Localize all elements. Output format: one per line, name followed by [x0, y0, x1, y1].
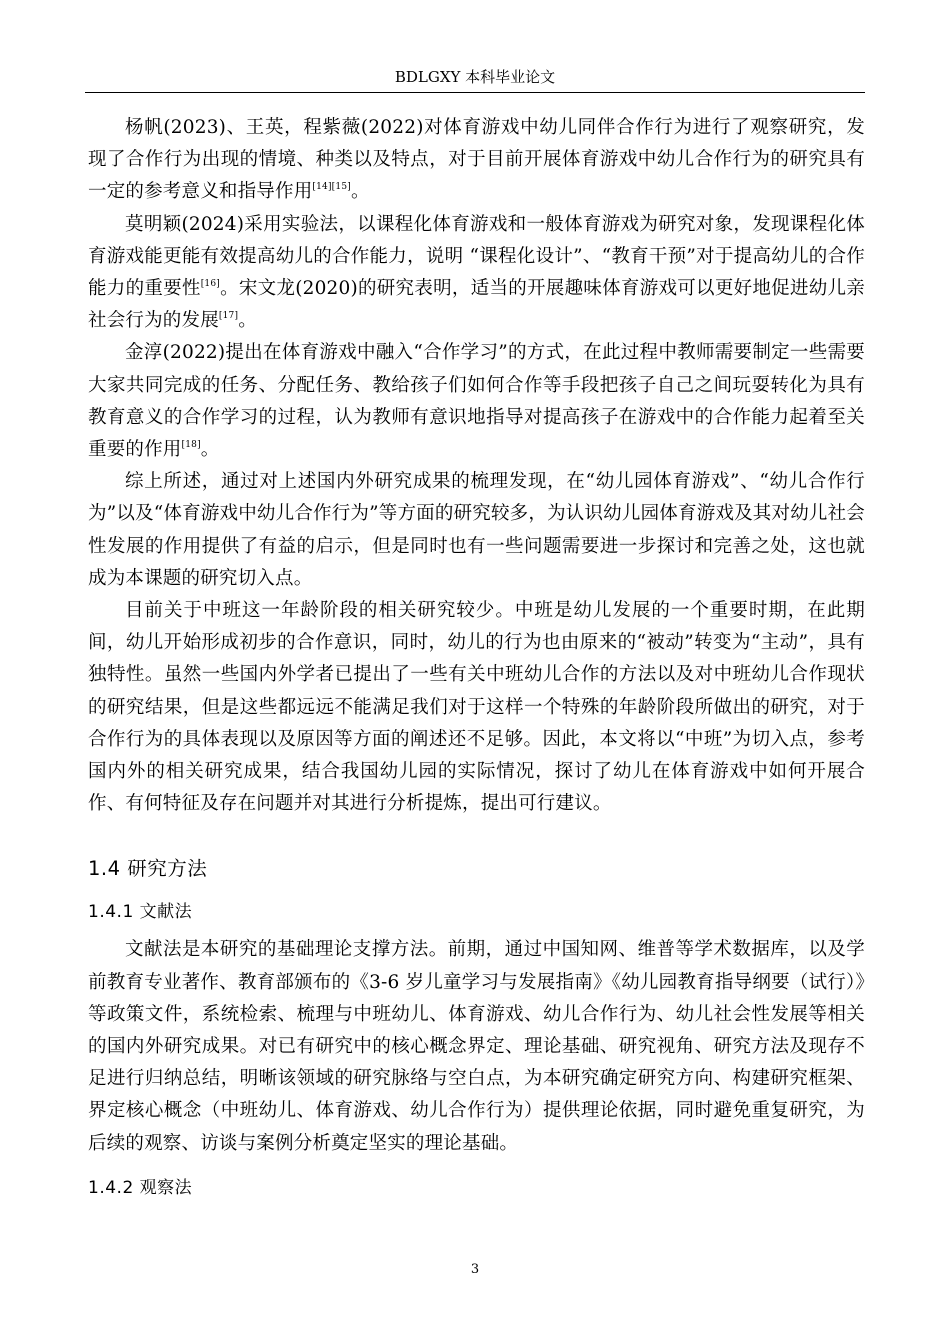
document-body [88, 112, 865, 1210]
page-number: 3 [470, 1262, 480, 1277]
paragraph: 目前关于中班这一年龄阶段的相关研究较少。中班是幼儿发展的一个重要时期，在此期间，幼儿开始形成初步的合作意识，同时，幼儿的行为也由原来的“被动”转变为“主动”，具有独特性。虽然一些国内外学者已提出了一些有关中班幼儿合作的方法以及对中班幼儿合作现状的研究结果，但是这些都远远不能满足我们对于这样一个特殊的年龄阶段所做出的研究，对于合作行为的具体表现以及原因等方面的阐述还不足够。因此，本文将以“中班”为切入点，参考国内外的相关研究成果，结合我国幼儿园的实际情况，探讨了幼儿在体育游戏中如何开展合作、有何特征及存在问题并对其进行分析提炼，提出可行建议。 [88, 600, 865, 815]
citation: [17] [218, 311, 239, 322]
header-title: BDLGXY 本科毕业论文 [394, 68, 556, 86]
paragraph: 莫明颖(2024)采用实验法，以课程化体育游戏和一般体育游戏为研究对象，发现课程化体育游戏能更能有效提高幼儿的合作能力，说明 “课程化设计”、“教育干预”对于提高幼儿的合作能力的重要性[16]。宋文龙(2020)的研究表明，适当的开展趣味体育游戏可以更好地促进幼儿亲社会行为的发展[17]。 [88, 213, 866, 332]
section-heading: 1.4 研究方法 [88, 857, 208, 881]
subsection-heading: 1.4.1 文献法 [88, 902, 193, 923]
citation: [18] [181, 440, 201, 451]
paragraph: 综上所述，通过对上述国内外研究成果的梳理发现，在“幼儿园体育游戏”、“幼儿合作行为”以及“体育游戏中幼儿合作行为”等方面的研究较多，为认识幼儿园体育游戏及其对幼儿社会性发展的作用提供了有益的启示，但是同时也有一些问题需要进一步探讨和完善之处，这也就成为本课题的研究切入点。 [88, 471, 865, 589]
page-header [85, 64, 865, 93]
paragraph: 金淳(2022)提出在体育游戏中融入“合作学习”的方式，在此过程中教师需要制定一些需要大家共同完成的任务、分配任务、教给孩子们如何合作等手段把孩子自己之间玩耍转化为具有教育意义的合作学习的过程，认为教师有意识地指导对提高孩子在游戏中的合作能力起着至关重要的作用[18]。 [88, 342, 865, 461]
paragraph: 文献法是本研究的基础理论支撑方法。前期，通过中国知网、维普等学术数据库，以及学前教育专业著作、教育部颁布的《3-6 岁儿童学习与发展指南》《幼儿园教育指导纲要（试行）》等政策文件，系统检索、梳理与中班幼儿、体育游戏、幼儿合作行为、幼儿社会性发展等相关的国内外研究成果。对已有研究中的核心概念界定、理论基础、研究视角、研究方法及现存不足进行归纳总结，明晰该领域的研究脉络与空白点，为本研究确定研究方向、构建研究框架、界定核心概念（中班幼儿、体育游戏、幼儿合作行为）提供理论依据，同时避免重复研究，为后续的观察、访谈与案例分析奠定坚实的理论基础。 [88, 939, 865, 1154]
citation: [16] [200, 279, 220, 290]
citation: [14][15] [312, 182, 351, 193]
paragraph: 杨帆(2023)、王英，程紫薇(2022)对体育游戏中幼儿同伴合作行为进行了观察研究，发现了合作行为出现的情境、种类以及特点，对于目前开展体育游戏中幼儿合作行为的研究具有一定的参考意义和指导作用[14][15]。 [88, 117, 865, 203]
subsection-heading: 1.4.2 观察法 [88, 1177, 193, 1198]
